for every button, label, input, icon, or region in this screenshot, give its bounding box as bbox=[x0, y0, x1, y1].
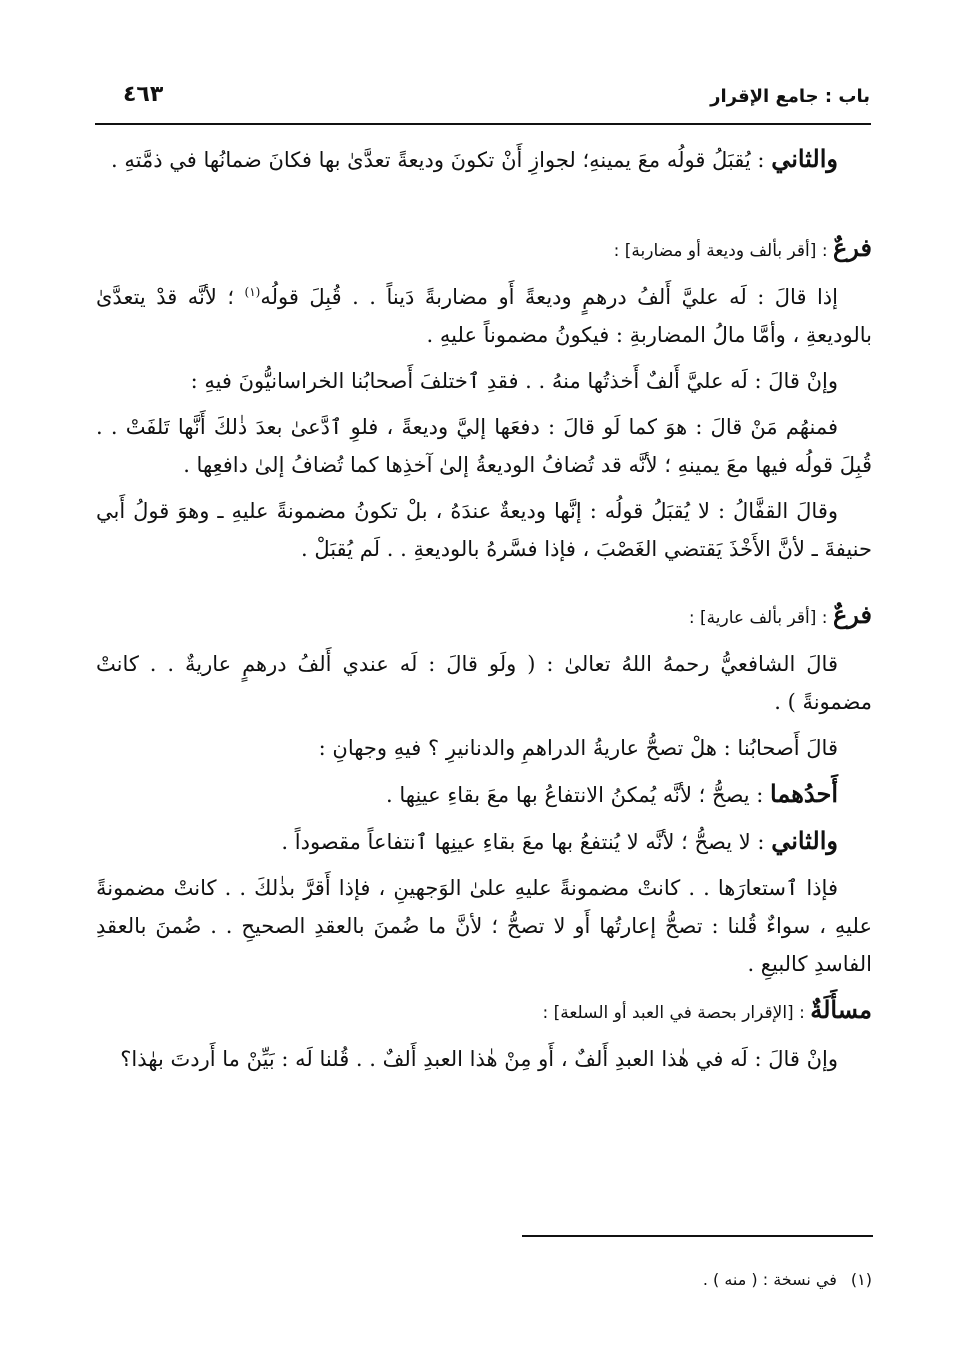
footnote-number: (١) bbox=[850, 1270, 872, 1289]
paragraph-text: إذا قالَ : لَه عليَّ أَلفُ درهمٍ وديعةً أَو مضاربةً دَيناً . . قُبِلَ قولُه bbox=[260, 285, 838, 309]
paragraph-lead: أَحدُهما bbox=[770, 779, 838, 808]
section-lead: فرعٌ bbox=[832, 600, 872, 629]
paragraph-text: وإنْ قالَ : لَه في هٰذا العبدِ أَلفٌ ، أَو مِنْ هٰذا العبدِ أَلفٌ . . قُلنا لَه : بَيِّنْ ما أَردتَ بهٰذا؟ bbox=[120, 1047, 838, 1071]
paragraph-text: فمنهُم مَنْ قالَ : هوَ كما لَو قالَ : دفعَها إليَّ وديعةً ، فلوِ ٱدَّعىٰ بعدَ ذٰلكَ أَنَّها تَلفَتْ . . قُبِلَ قولُه فيها معَ يمينهِ ؛ لأنَّه قد تُضافُ الوديعةُ إلىٰ آخذِها كما تُضافُ إلىٰ دافعِها . bbox=[96, 415, 872, 477]
paragraph-text: ؛ لأنَّه قدْ يتعدَّىٰ بالوديعةِ ، وأمَّا مالُ المضاربةِ : فيكونُ مضموناً عليهِ . bbox=[96, 285, 872, 347]
paragraph-text: قالَ أَصحابُنا : هلْ تصحُّ عاريةُ الدراهمِ والدنانيرِ ؟ فيهِ وجهانِ : bbox=[318, 736, 838, 760]
paragraph-text: وإنْ قالَ : لَه عليَّ أَلفٌ أَخذتُها منهُ . . فقدِ ٱختلفَ أَصحابُنا الخراسانيُّونَ فيهِ : bbox=[190, 369, 838, 393]
running-title: باب : جامع الإقرار bbox=[710, 86, 870, 107]
section-subheading: : [أقر بألف عارية] : bbox=[688, 608, 833, 628]
paragraph-lead: والثاني bbox=[771, 144, 838, 173]
paragraph-second-view-loan bbox=[96, 822, 872, 861]
paragraph-qaffal-opinion bbox=[96, 492, 872, 568]
page-number: ٤٦٣ bbox=[123, 82, 164, 107]
paragraph-first-view bbox=[96, 775, 872, 814]
section-lead: فرعٌ bbox=[832, 233, 872, 262]
paragraph-lead: والثاني bbox=[771, 826, 838, 855]
paragraph-second-view bbox=[96, 140, 872, 179]
footnote-rule bbox=[522, 1235, 873, 1237]
paragraph-text: وقالَ القفَّالُ : لا يُقبَلُ قولُه : إنَّها وديعةٌ عندَهُ ، بلْ تكونُ مضمونةً عليهِ ـ وهوَ قولُ أَبي حنيفةَ ـ لأنَّ الأَخْذَ يَقتضي الغَصْبَ ، فإذا فسَّرهُ بالوديعةِ . . لَم يُقبَلْ . bbox=[96, 499, 872, 561]
main-text bbox=[96, 140, 872, 1078]
paragraph-text: : لا يصحُّ ؛ لأنَّه لا يُنتفعُ بها معَ بقاءِ عينِها ٱنتفاعاً مقصوداً . bbox=[281, 830, 772, 854]
footnote-text: في نسخة : ( منه ) . bbox=[702, 1270, 837, 1289]
header-rule bbox=[95, 123, 871, 125]
paragraph-shafii-quote bbox=[96, 645, 872, 721]
section-heading-deposit bbox=[96, 229, 872, 270]
section-heading-loan bbox=[96, 596, 872, 637]
section-heading-share bbox=[96, 991, 872, 1032]
footnote bbox=[96, 1270, 872, 1289]
paragraph-borrowing bbox=[96, 869, 872, 983]
section-lead: مسأَلَةٌ bbox=[810, 995, 872, 1024]
paragraph-taken-from-him bbox=[96, 362, 872, 400]
page-header bbox=[95, 78, 870, 118]
paragraph-text: : يصحُّ ؛ لأنَّه يُمكنُ الانتفاعُ بها معَ بقاءِ عينِها . bbox=[386, 783, 771, 807]
paragraph-text: قالَ الشافعيُّ رحمهُ اللهُ تعالىٰ : ( ولَو قالَ : لَه عندي أَلفُ درهمٍ عاريةٌ . . كانتْ مضمونةً ) . bbox=[96, 652, 872, 714]
paragraph-two-views bbox=[96, 729, 872, 767]
paragraph-text: فإذا ٱستعارَها . . كانتْ مضمونةً عليهِ علىٰ الوَجهينِ ، فإذا أَقرَّ بذٰلكَ . . كانتْ مضمونةً عليهِ ، سواءٌ قُلنا : تصحُّ إعارتُها أَو لا تصحُّ ؛ لأنَّ ما ضُمنَ بالعقدِ الصحيحِ . . ضُمنَ بالعقدِ الفاسدِ كالبيعِ . bbox=[96, 876, 873, 976]
paragraph-slave-share bbox=[96, 1040, 872, 1078]
paragraph-deposit-claim bbox=[96, 278, 872, 354]
footnote-marker: (١) bbox=[244, 285, 261, 299]
paragraph-first-opinion bbox=[96, 408, 872, 484]
section-subheading: : [الإقرار بحصة في العبد أو السلعة] : bbox=[542, 1003, 811, 1023]
paragraph-text: : يُقبَلُ قولُه معَ يمينهِ؛ لجوازِ أَنْ تكونَ وديعةً تعدَّىٰ بها فكانَ ضمانُها في ذمَّتهِ . bbox=[111, 148, 772, 172]
section-subheading: : [أقر بألف وديعة أو مضاربة] : bbox=[613, 241, 833, 261]
